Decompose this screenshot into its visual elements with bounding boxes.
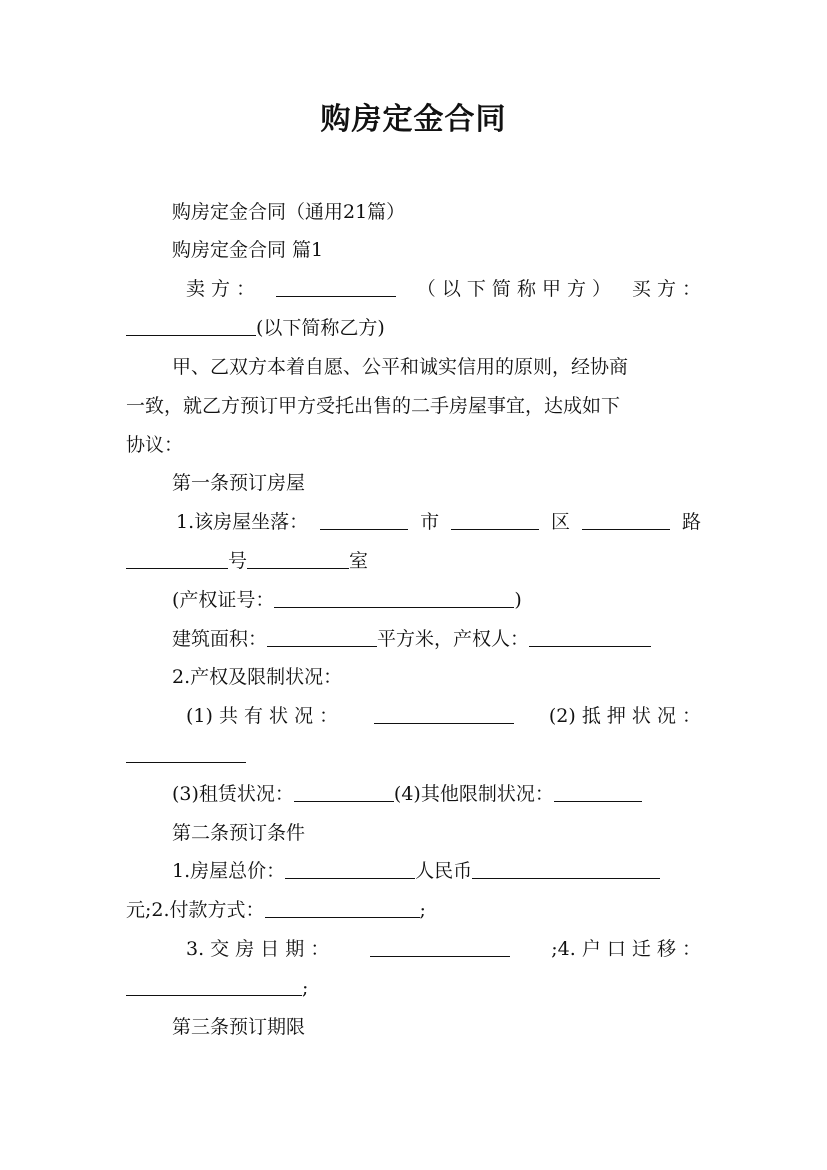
hukou-label: ;4. 户 口 迁 移 ： [551, 938, 701, 960]
number-room-line [126, 543, 701, 579]
payment-semicolon: ; [419, 899, 426, 921]
certificate-suffix: ) [514, 589, 522, 611]
certificate-prefix: (产权证号： [172, 589, 275, 611]
parties-line [186, 271, 701, 307]
article1-heading: 第一条预订房屋 [172, 472, 306, 494]
buyer-blank [126, 313, 256, 336]
road-blank [582, 507, 670, 530]
delivery-blank [370, 934, 510, 957]
document-title: 购房定金合同 [320, 102, 507, 137]
certificate-blank [274, 585, 514, 608]
seller-suffix: （ 以 下 简 称 甲 方 ） [416, 278, 612, 300]
payment-blank [265, 895, 420, 918]
rmb-label: 人民币 [415, 860, 473, 882]
intro-line-2: 一致，就乙方预订甲方受托出售的二手房屋事宜，达成如下 [126, 395, 621, 417]
area-blank [267, 624, 377, 647]
co-own-label: (1) 共 有 状 况 ： [186, 705, 339, 727]
price-line [172, 853, 701, 889]
district-label: 区 [551, 511, 571, 533]
mortgage-label: (2) 抵 押 状 况 ： [548, 705, 701, 727]
co-own-blank [374, 701, 514, 724]
co-own-mortgage-line [186, 698, 701, 734]
other-restriction-label: (4)其他限制状况： [393, 783, 554, 805]
payment-prefix: 元;2.付款方式： [126, 899, 265, 921]
delivery-line [186, 931, 701, 967]
certificate-line [172, 582, 701, 618]
restriction-heading: 2.产权及限制状况： [172, 666, 343, 688]
location-line [176, 504, 701, 540]
hukou-blank-line [126, 970, 701, 1006]
document-subtitle: 购房定金合同（通用21篇） [172, 201, 406, 223]
area-unit: 平方米，产权人： [377, 628, 530, 650]
road-label: 路 [681, 511, 701, 533]
price-blank [285, 856, 415, 879]
price-prefix: 1.房屋总价： [172, 860, 286, 882]
hukou-semicolon: ; [302, 977, 309, 999]
room-label: 室 [349, 550, 369, 572]
intro-line-3: 协议： [126, 434, 184, 456]
location-prefix: 1.该房屋坐落： [176, 511, 309, 533]
payment-line [126, 892, 701, 928]
buyer-line [126, 310, 701, 346]
area-line [172, 621, 701, 657]
rmb-blank [472, 856, 660, 879]
number-label: 号 [228, 550, 248, 572]
lease-label: (3)租赁状况： [172, 783, 294, 805]
city-label: 市 [420, 511, 440, 533]
area-prefix: 建筑面积： [172, 628, 268, 650]
delivery-label: 3. 交 房 日 期 ： [186, 938, 330, 960]
room-blank [247, 546, 349, 569]
lease-line [172, 776, 701, 812]
section-heading: 购房定金合同 篇1 [172, 239, 324, 261]
other-restriction-blank [554, 779, 642, 802]
seller-blank [276, 274, 396, 297]
buyer-suffix: (以下简称乙方) [256, 317, 385, 339]
hukou-blank [126, 973, 302, 996]
number-blank [126, 546, 228, 569]
buyer-label: 买 方 ： [631, 278, 701, 300]
mortgage-blank [126, 740, 246, 763]
owner-blank [529, 624, 651, 647]
article3-heading: 第三条预订期限 [172, 1016, 306, 1038]
mortgage-blank-line [126, 737, 701, 773]
seller-label: 卖 方 ： [186, 278, 256, 300]
lease-blank [294, 779, 394, 802]
intro-line-1: 甲、乙双方本着自愿、公平和诚实信用的原则，经协商 [172, 356, 629, 378]
city-blank [320, 507, 408, 530]
district-blank [451, 507, 539, 530]
article2-heading: 第二条预订条件 [172, 822, 306, 844]
